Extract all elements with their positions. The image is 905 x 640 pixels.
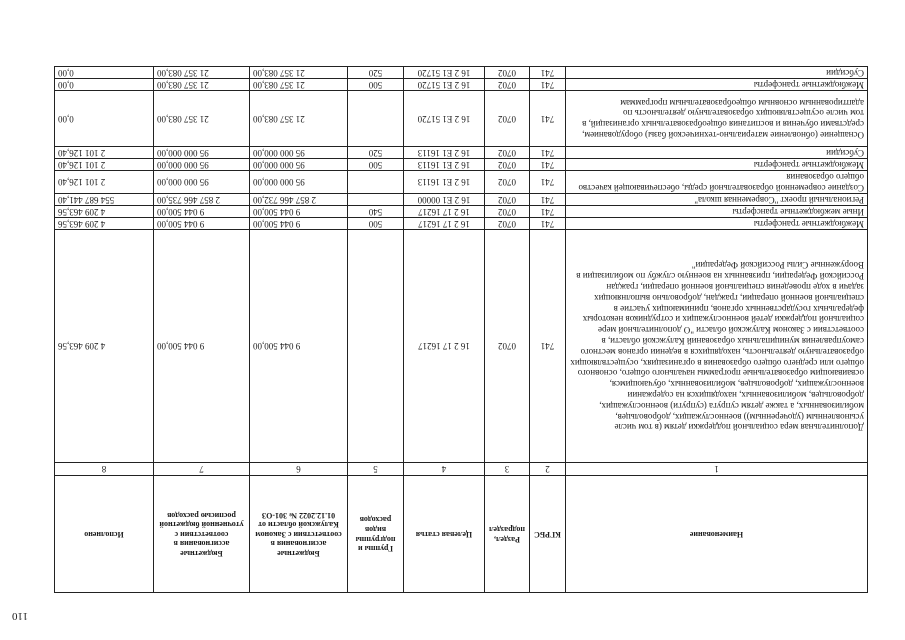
row-executed: 554 687 441,40 [55, 194, 154, 206]
table-row [55, 230, 868, 463]
row-kgrbs: 741 [530, 159, 566, 171]
row-assignment-law: 9 044 500,00 [250, 218, 348, 230]
page-number: 110 [12, 610, 29, 622]
row-executed: 4 209 463,56 [55, 230, 154, 463]
row-assignment-refined: 95 000 000,00 [154, 147, 250, 159]
row-target-article: 16 2 E1 51720 [404, 67, 485, 79]
row-expense-type: 500 [348, 159, 404, 171]
row-kgrbs: 741 [530, 171, 566, 194]
row-razdel: 0702 [485, 171, 530, 194]
row-assignment-law: 9 044 500,00 [250, 206, 348, 218]
row-razdel: 0702 [485, 218, 530, 230]
table-header-row [55, 476, 868, 593]
row-razdel: 0702 [485, 67, 530, 79]
column-number: 2 [530, 463, 566, 476]
row-expense-type [348, 194, 404, 206]
row-assignment-refined: 9 044 500,00 [154, 218, 250, 230]
row-assignment-law: 95 000 000,00 [250, 147, 348, 159]
row-name: Создание современной образовательной среды, обеспечивающей качество общего образования [566, 171, 868, 194]
row-target-article: 16 2 E1 16113 [404, 147, 485, 159]
row-kgrbs: 741 [530, 194, 566, 206]
header-expense-type: Группы и подгруппы видов расходов [348, 476, 404, 593]
row-kgrbs: 741 [530, 147, 566, 159]
row-target-article: 16 2 E1 00000 [404, 194, 485, 206]
row-expense-type [348, 171, 404, 194]
table-row [55, 218, 868, 230]
row-kgrbs: 741 [530, 230, 566, 463]
row-assignment-refined: 9 044 500,00 [154, 206, 250, 218]
row-name: Субсидии [566, 147, 868, 159]
column-number: 5 [348, 463, 404, 476]
row-name: Межбюджетные трансферты [566, 79, 868, 91]
row-target-article: 16 2 E1 16113 [404, 171, 485, 194]
table-row [55, 194, 868, 206]
row-expense-type: 500 [348, 218, 404, 230]
row-kgrbs: 741 [530, 67, 566, 79]
row-name: Межбюджетные трансферты [566, 218, 868, 230]
row-name: Дополнительная мера социальной поддержки детям (в том числе усыновленным (удочеренным)) военнослужащих, добровольцев, мобилизованных, а также детям супруга (супруги) военнослужащих, добровольцев, мобилизованных, находящихся на содержании военнослужащих, добровольцев, мобилизованных, обучающимся, осваивающим образовательные программы начального общего, основного общего или среднего общего образования в организациях, осуществляющих образовательную деятельность, находящихся в ведении органов местного самоуправления муниципальных образований Калужской области, в соответствии с Законом Калужской области "О дополнительной мере социальной поддержки детей военнослужащих и сотрудников некоторых федеральных государственных органов, принимающих участие в специальной военной операции, граждан, добровольно выполняющих задачи в ходе проведения специальной военной операции, граждан Российской Федерации, призванных на военную службу по мобилизации в Вооруженные Силы Российской Федерации" [566, 230, 868, 463]
row-executed: 2 101 126,40 [55, 171, 154, 194]
row-assignment-refined: 95 000 000,00 [154, 159, 250, 171]
row-assignment-refined: 9 044 500,00 [154, 230, 250, 463]
row-assignment-refined: 21 357 083,00 [154, 79, 250, 91]
column-number: 8 [55, 463, 154, 476]
row-razdel: 0702 [485, 230, 530, 463]
row-razdel: 0702 [485, 159, 530, 171]
header-razdel: Раздел, подраздел [485, 476, 530, 593]
header-assignments-law: Бюджетные ассигнования в соответствии с Законом Калужской области от 01.12.2022 № 301-ОЗ [250, 476, 348, 593]
row-kgrbs: 741 [530, 206, 566, 218]
row-target-article: 16 2 E1 51720 [404, 79, 485, 91]
column-number: 1 [566, 463, 868, 476]
table-row [55, 147, 868, 159]
row-razdel: 0702 [485, 206, 530, 218]
row-name: Иные межбюджетные трансферты [566, 206, 868, 218]
row-expense-type: 540 [348, 206, 404, 218]
row-kgrbs: 741 [530, 218, 566, 230]
row-expense-type [348, 230, 404, 463]
column-number-row [55, 463, 868, 476]
row-razdel: 0702 [485, 147, 530, 159]
row-executed: 2 101 126,40 [55, 147, 154, 159]
row-executed: 0,00 [55, 91, 154, 147]
row-assignment-law: 21 357 083,00 [250, 91, 348, 147]
row-executed: 0,00 [55, 67, 154, 79]
row-assignment-refined: 21 357 083,00 [154, 67, 250, 79]
row-target-article: 16 2 E1 16113 [404, 159, 485, 171]
table-row [55, 67, 868, 79]
row-name: Региональный проект "Современная школа" [566, 194, 868, 206]
row-target-article: 16 2 17 16217 [404, 230, 485, 463]
budget-execution-table [54, 66, 868, 593]
table-row [55, 206, 868, 218]
column-number: 4 [404, 463, 485, 476]
row-assignment-refined: 21 357 083,00 [154, 91, 250, 147]
row-razdel: 0702 [485, 79, 530, 91]
row-assignment-law: 21 357 083,00 [250, 79, 348, 91]
row-name: Межбюджетные трансферты [566, 159, 868, 171]
row-executed: 2 101 126,40 [55, 159, 154, 171]
row-executed: 4 209 463,56 [55, 218, 154, 230]
row-name: Оснащение (обновление материально-технической базы) оборудованием, средствами обучения и воспитания общеобразовательных организаций, в том числе осуществляющих образовательную деятельность по адаптированным основным общеобразовательным программам [566, 91, 868, 147]
row-target-article: 16 2 E1 51720 [404, 91, 485, 147]
header-kgrbs: КГРБС [530, 476, 566, 593]
row-assignment-refined: 2 857 466 735,00 [154, 194, 250, 206]
row-razdel: 0702 [485, 194, 530, 206]
table-row [55, 171, 868, 194]
row-expense-type: 500 [348, 79, 404, 91]
header-target-article: Целевая статья [404, 476, 485, 593]
row-target-article: 16 2 17 16217 [404, 206, 485, 218]
table-row [55, 79, 868, 91]
header-executed: Исполнено [55, 476, 154, 593]
row-kgrbs: 741 [530, 91, 566, 147]
row-assignment-law: 2 857 466 732,00 [250, 194, 348, 206]
row-razdel: 0702 [485, 91, 530, 147]
row-target-article: 16 2 17 16217 [404, 218, 485, 230]
row-assignment-law: 21 357 083,00 [250, 67, 348, 79]
row-executed: 4 209 463,56 [55, 206, 154, 218]
row-expense-type [348, 91, 404, 147]
column-number: 3 [485, 463, 530, 476]
column-number: 7 [154, 463, 250, 476]
row-assignment-law: 95 000 000,00 [250, 159, 348, 171]
row-expense-type: 520 [348, 147, 404, 159]
row-expense-type: 520 [348, 67, 404, 79]
header-name: Наименование [566, 476, 868, 593]
row-executed: 0,00 [55, 79, 154, 91]
row-assignment-law: 95 000 000,00 [250, 171, 348, 194]
table-row [55, 91, 868, 147]
header-assignments-refined: Бюджетные ассигнования в соответствии с уточненной бюджетной росписью расходов [154, 476, 250, 593]
table-row [55, 159, 868, 171]
row-kgrbs: 741 [530, 79, 566, 91]
row-assignment-law: 9 044 500,00 [250, 230, 348, 463]
row-assignment-refined: 95 000 000,00 [154, 171, 250, 194]
column-number: 6 [250, 463, 348, 476]
row-name: Субсидии [566, 67, 868, 79]
